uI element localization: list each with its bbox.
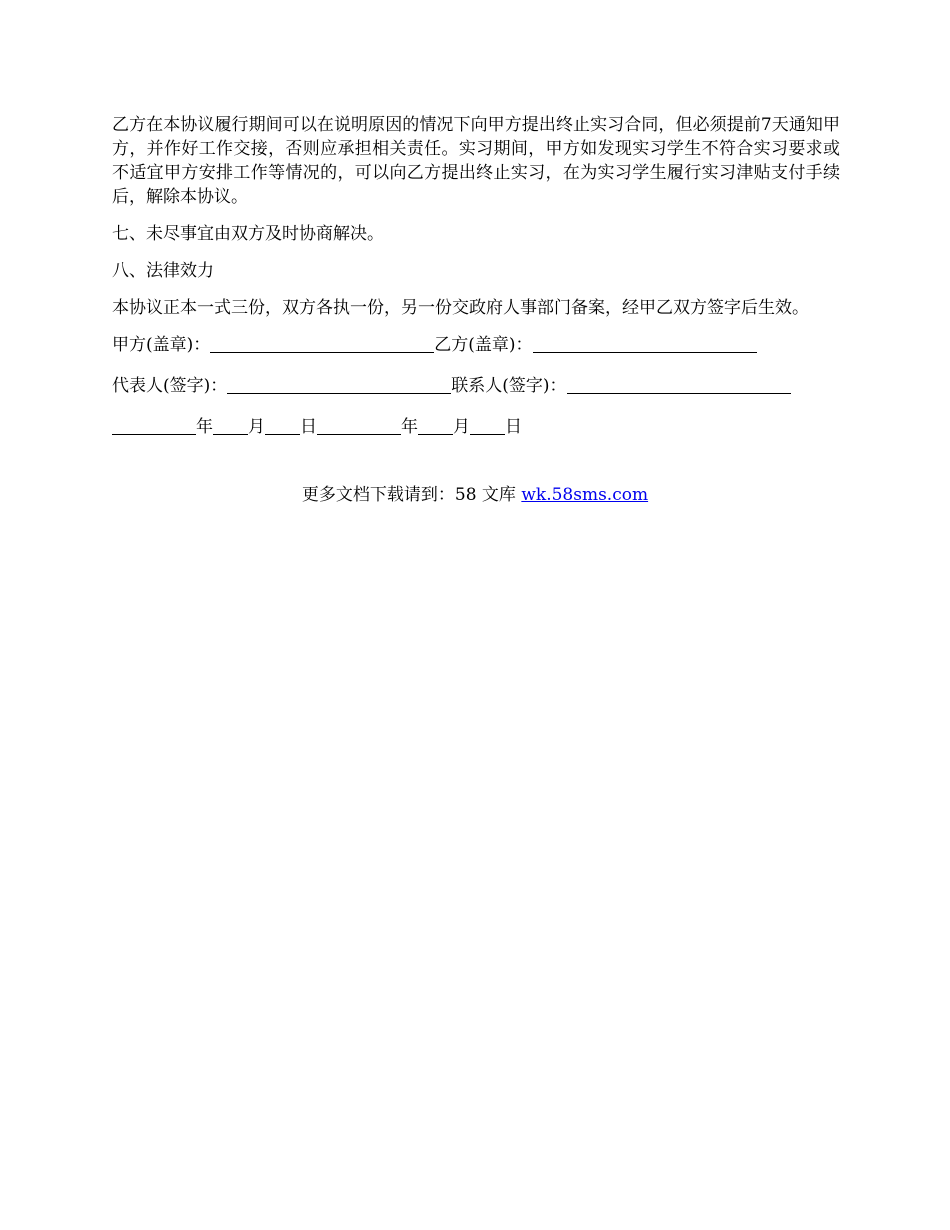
party-a-seal-blank — [210, 334, 434, 353]
contact-person-blank — [567, 375, 791, 394]
signature-line — [112, 374, 840, 398]
date-b-day-blank — [470, 416, 505, 435]
download-footer — [0, 483, 950, 507]
date-a-month-label: 月 — [248, 417, 265, 437]
section-8-heading: 八、法律效力 — [112, 261, 214, 281]
representative-blank — [227, 375, 451, 394]
date-b-month-label: 月 — [453, 417, 470, 437]
section-7-paragraph: 七、未尽事宜由双方及时协商解决。 — [112, 224, 384, 244]
seal-line — [112, 333, 840, 357]
party-b-seal-blank — [533, 334, 757, 353]
date-a-month-blank — [213, 416, 248, 435]
footer-link[interactable]: wk.58sms.com — [521, 485, 649, 505]
date-a-year-label: 年 — [196, 417, 213, 437]
party-b-seal-label: 乙方(盖章)： — [434, 335, 533, 355]
document-body — [112, 113, 840, 456]
contact-person-label: 联系人(签字)： — [451, 376, 567, 396]
termination-paragraph: 乙方在本协议履行期间可以在说明原因的情况下向甲方提出终止实习合同，但必须提前7天通知甲方，并作好工作交接，否则应承担相关责任。实习期间，甲方如发现实习学生不符合实习要求或不适宜甲方安排工作等情况的，可以向乙方提出终止实习，在为实习学生履行实习津贴支付手续后，解除本协议。 — [112, 115, 840, 207]
date-b-year-blank — [317, 416, 401, 435]
effect-paragraph: 本协议正本一式三份，双方各执一份，另一份交政府人事部门备案，经甲乙双方签字后生效。 — [112, 298, 809, 318]
party-a-seal-label: 甲方(盖章)： — [112, 335, 211, 355]
date-a-year-blank — [112, 416, 196, 435]
date-b-month-blank — [418, 416, 453, 435]
date-b-day-label: 日 — [505, 417, 522, 437]
footer-text: 更多文档下载请到：58 文库 — [301, 485, 522, 505]
representative-label: 代表人(签字)： — [112, 376, 228, 396]
date-a-day-label: 日 — [300, 417, 317, 437]
date-a-day-blank — [265, 416, 300, 435]
date-b-year-label: 年 — [401, 417, 418, 437]
date-line — [112, 415, 840, 439]
